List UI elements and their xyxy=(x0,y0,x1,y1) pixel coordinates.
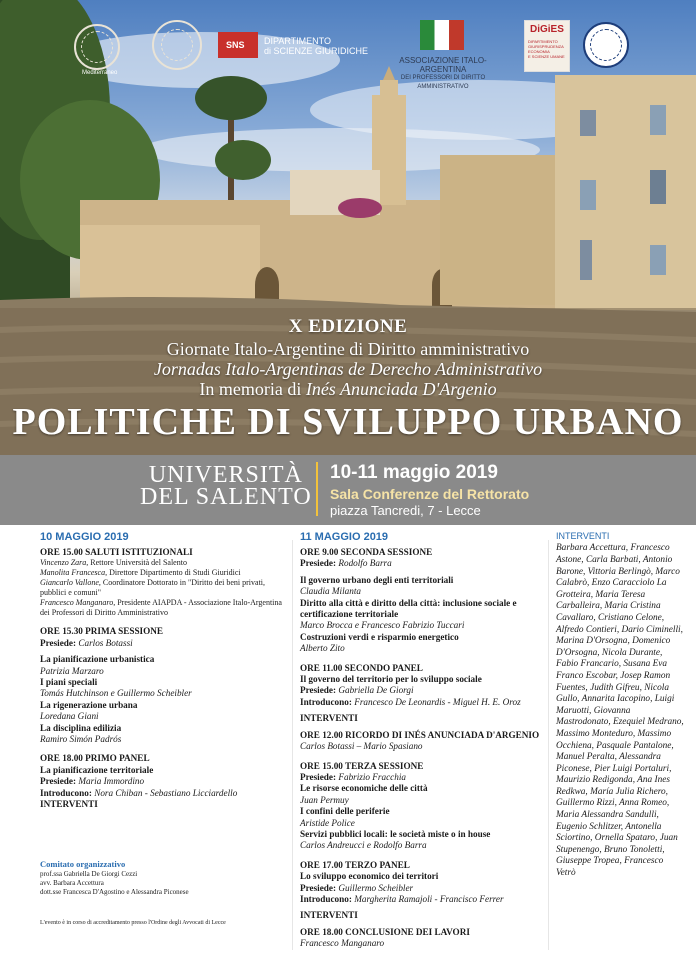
divider-line xyxy=(316,462,318,516)
chair-label: Presiede: xyxy=(300,685,339,696)
assoc-line2: DEI PROFESSORI DI DIRITTO AMMINISTRATIVO xyxy=(400,75,486,90)
talk-title: La pianificazione urbanistica xyxy=(40,654,155,665)
day2-panel-3: ORE 17.00 TERZO PANEL xyxy=(300,859,410,870)
hero-photo xyxy=(0,0,696,455)
greeting-2-role: , Direttore Dipartimento di Studi Giuridici xyxy=(105,568,241,578)
day1-heading: 10 MAGGIO 2019 xyxy=(40,531,129,543)
committee-title: Comitato organizzativo xyxy=(40,858,126,869)
memorial-prefix: In memoria di xyxy=(199,379,306,399)
committee-member: prof.ssa Gabriella De Giorgi Cezzi xyxy=(40,869,138,878)
panel-intro xyxy=(300,697,545,708)
conclusion-speaker: Francesco Manganaro xyxy=(300,938,385,949)
panel-chair xyxy=(300,883,545,894)
digies-mark: DiGiES xyxy=(530,24,564,35)
committee-member: avv. Barbara Accettura xyxy=(40,878,104,887)
program xyxy=(0,525,696,960)
dept-line1: DIPARTIMENTO xyxy=(264,36,332,46)
interventi-label: INTERVENTI xyxy=(300,713,358,724)
interventi-heading: INTERVENTI xyxy=(556,531,610,541)
chair-name: Maria Immordino xyxy=(78,776,145,787)
day2-session-3: ORE 15.00 TERZA SESSIONE xyxy=(300,760,424,771)
digies-line1: DIPARTIMENTO xyxy=(528,39,558,44)
greeting-3-role: , Coordinatore Dottorato in "Diritto dei beni privati, pubblici e comuni" xyxy=(40,578,266,598)
interventi-column xyxy=(556,531,684,880)
logo-strip xyxy=(0,14,696,90)
day2-memorial: ORE 12.00 RICORDO DI INÉS ANUNCIADA D'ARGENIO xyxy=(300,729,540,740)
greeting-4-name: Francesco Manganaro xyxy=(40,598,114,608)
mediterraneo-logo-text: Mediterraneo xyxy=(82,70,118,76)
committee-member: dott.sse Francesca D'Agostino e Alessandra Piconese xyxy=(40,887,189,896)
digies-lines xyxy=(528,39,565,59)
talk-title: Il governo urbano degli enti territoriali xyxy=(300,574,454,585)
greeting-3 xyxy=(40,578,290,598)
greeting-1 xyxy=(40,558,290,568)
subtitle-italian: Giornate Italo-Argentine di Diritto amministrativo xyxy=(166,339,530,359)
day1-session-greetings: ORE 15.00 SALUTI ISTITUZIONALI xyxy=(40,547,193,557)
chair-label: Presiede: xyxy=(300,771,339,782)
main-title: POLITICHE DI SVILUPPO URBANO xyxy=(12,401,684,443)
talk-title: I confini delle periferie xyxy=(300,806,390,817)
day2-session-2: ORE 9.00 SECONDA SESSIONE xyxy=(300,547,433,557)
greeting-1-role: , Rettore Università del Salento xyxy=(86,558,187,568)
university-name xyxy=(140,464,312,508)
intro-label: Introducono: xyxy=(40,787,95,798)
talk-title: Costruzioni verdi e risparmio energetico xyxy=(300,631,459,642)
greeting-2-name: Manolita Francesca xyxy=(40,568,106,578)
greeting-3-name: Giancarlo Vallone xyxy=(40,578,99,588)
talk-title: La rigenerazione urbana xyxy=(40,699,138,710)
talk-speaker: Aristide Police xyxy=(300,817,355,828)
dept-line2: di SCIENZE GIURIDICHE xyxy=(264,46,369,56)
day1-panel: ORE 18.00 PRIMO PANEL xyxy=(40,753,150,764)
day1-session-1: ORE 15.30 PRIMA SESSIONE xyxy=(40,626,164,637)
assoc-label xyxy=(378,56,508,92)
digies-line3: ECONOMIA xyxy=(528,49,550,54)
event-address: piazza Tancredi, 7 - Lecce xyxy=(330,503,481,518)
event-dates-block xyxy=(330,462,529,518)
talk-title: Diritto alla città e diritto della città: inclusione sociale e certificazione territoriale xyxy=(300,597,517,620)
panel-title: Il governo del territorio per lo sviluppo sociale xyxy=(300,674,482,685)
talk-title: La disciplina edilizia xyxy=(40,722,122,733)
intro-label: Introducono: xyxy=(300,893,355,904)
chair-label: Presiede: xyxy=(40,776,79,787)
greeting-4 xyxy=(40,598,290,618)
chair-label: Presiede: xyxy=(300,882,339,893)
program-day2 xyxy=(300,531,545,950)
memorial-line xyxy=(0,379,696,400)
assoc-line1: ASSOCIAZIONE ITALO-ARGENTINA xyxy=(399,56,487,74)
column-divider xyxy=(292,540,293,950)
panel-title: La pianificazione territoriale xyxy=(40,764,154,775)
talk-speaker: Loredana Giani xyxy=(40,711,99,722)
intro-label: Introducono: xyxy=(300,696,355,707)
talk-speaker: Alberto Zito xyxy=(300,643,345,654)
assoc-italo-argentina-logo xyxy=(420,20,464,50)
interventi-speaker-list: Barbara Accettura, Francesco Astone, Carla Barbati, Antonio Barone, Vittoria Berlingò, Marco Calabrò, Enzo Caracciolo La Grotteira, Maria Teresa Carballeira, Maria Cristina Cavallaro, Cristiano Celone, Alfredo Contieri, Dario Ciminelli, Marina D'Orsogna, Domenico D'Orsogna, Nicola Durante, Fabio Francario, Susana Eva Franco Escobar, Josep Ramon Fuentes, Judith Gifreu, Nicola Gullo, Annarita Iacopino, Luigi Maruotti, Giovanna Mastrodonato, Ezequiel Medrano, Massimo Monteduro, Massimo Occhiena, Pasquale Pantalone, Manuel Peralta, Alessandra Piconese, Pier Luigi Portaluri, Maurizio Redigonda, Ana Ines Redkwa, María Julia Richero, Guillermo Rizzi, Anna Romeo, Maria Alessandra Sandulli, Eugenio Schlitzer, Antonella Sciortino, Ornella Spataro, Juan Stupenengo, Bruno Tonoletti, Giuseppe Tropea, Francesco Vetrò xyxy=(556,543,684,879)
sns-logo-mark: SNS xyxy=(226,40,245,50)
subtitle-spanish: Jornadas Italo-Argentinas de Derecho Administrativo xyxy=(153,359,543,379)
intro-names: Francesco De Leonardis - Miguel H. E. Oroz xyxy=(354,696,521,707)
accreditation-note: L'evento è in corso di accreditamento presso l'Ordine degli Avvocati di Lecce xyxy=(40,919,226,926)
mediterraneo-logo xyxy=(74,24,120,70)
edition-label: X EDIZIONE xyxy=(288,316,408,337)
panel-title: Lo sviluppo economico dei territori xyxy=(300,871,439,882)
digies-line4: E SCIENZE UMANE xyxy=(528,54,565,59)
talk-speaker: Ramiro Simón Padrós xyxy=(40,734,122,745)
chair-name: Gabriella De Giorgi xyxy=(338,685,414,696)
interventi-label: INTERVENTI xyxy=(40,799,98,810)
digies-logo xyxy=(524,20,570,72)
chair-name: Rodolfo Barra xyxy=(338,558,392,569)
sns-logo xyxy=(218,32,258,58)
law-seal-logo xyxy=(583,22,629,68)
memorial-speakers: Carlos Botassi – Mario Spasiano xyxy=(300,741,423,752)
column-divider xyxy=(548,540,549,950)
greeting-2 xyxy=(40,568,290,578)
talk-title: Servizi pubblici locali: le società miste o in house xyxy=(300,828,491,839)
talk-title: I piani speciali xyxy=(40,677,98,688)
session-chair xyxy=(300,772,545,783)
program-day1 xyxy=(40,531,290,928)
day1-session-1-chair xyxy=(40,638,290,649)
talk-speaker: Marco Brocca e Francesco Fabrizio Tuccari xyxy=(300,620,465,631)
chair-label: Presiede: xyxy=(40,637,79,648)
event-dates: 10-11 maggio 2019 xyxy=(330,462,498,483)
memorial-name: Inés Anunciada D'Argenio xyxy=(305,379,497,399)
session-chair xyxy=(300,558,545,569)
digies-line2: GIURISPRUDENZA xyxy=(528,44,564,49)
talk-speaker: Tomás Hutchinson e Guillermo Scheibler xyxy=(40,688,192,699)
day2-heading: 11 MAGGIO 2019 xyxy=(300,531,389,543)
chair-label: Presiede: xyxy=(300,558,339,569)
panel-intro xyxy=(40,788,290,799)
talk-speaker: Claudia Milanta xyxy=(300,586,361,597)
panel-intro xyxy=(300,894,545,905)
event-venue: Sala Conferenze del Rettorato xyxy=(330,486,530,502)
university-seal-logo xyxy=(152,20,202,70)
talk-speaker: Carlos Andreucci e Rodolfo Barra xyxy=(300,840,427,851)
chair-name: Fabrizio Fracchia xyxy=(338,771,406,782)
greeting-4-role: , Presidente AIAPDA - Associazione Italo-Argentina dei Professori di Diritto Amministrativo xyxy=(40,598,282,618)
university-line2: DEL SALENTO xyxy=(140,484,312,510)
chair-name: Guillermo Scheibler xyxy=(338,882,414,893)
university-line1: UNIVERSITÀ xyxy=(148,462,303,488)
intro-names: Nora Chiban - Sebastiano Licciardello xyxy=(94,787,238,798)
panel-chair xyxy=(40,776,290,787)
talk-speaker: Juan Permuy xyxy=(300,794,349,805)
talk-title: Le risorse economiche delle città xyxy=(300,783,428,794)
day2-conclusion: ORE 18.00 CONCLUSIONE DEI LAVORI xyxy=(300,926,470,937)
day2-panel-2: ORE 11.00 SECONDO PANEL xyxy=(300,662,423,673)
talk-speaker: Patrizia Marzaro xyxy=(40,665,104,676)
panel-chair xyxy=(300,685,545,696)
chair-name: Carlos Botassi xyxy=(78,637,133,648)
greeting-1-name: Vincenzo Zara xyxy=(40,558,87,568)
dipartimento-label xyxy=(264,36,368,56)
intro-names: Margherita Ramajoli - Francisco Ferrer xyxy=(354,893,504,904)
interventi-label: INTERVENTI xyxy=(300,910,358,921)
